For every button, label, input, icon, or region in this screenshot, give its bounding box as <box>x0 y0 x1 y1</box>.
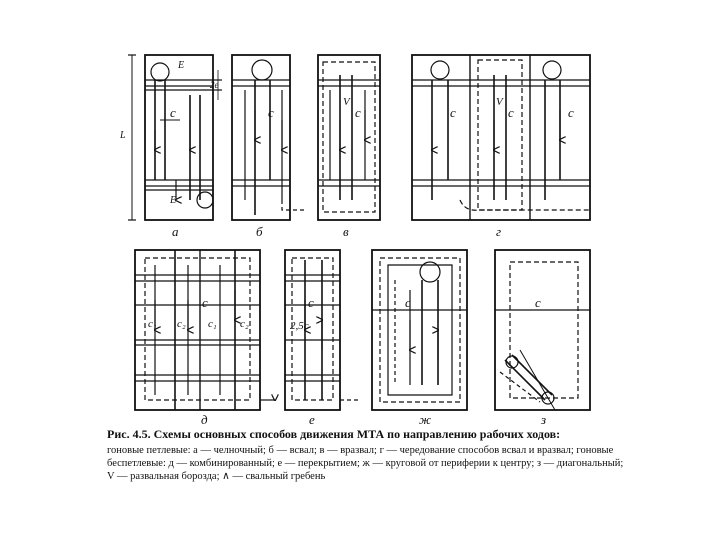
label-2e: 2e <box>210 80 219 90</box>
panel-e-letter: е <box>309 412 315 427</box>
label-c2-d2: c₂ <box>240 318 249 330</box>
panel-d-letter: д <box>201 412 208 427</box>
label-e-bottom: E <box>170 195 177 206</box>
panel-b-diagram <box>232 55 305 220</box>
label-c-b: c <box>268 105 274 120</box>
label-c2-d1: c₂ <box>177 318 186 330</box>
label-v-g: V <box>496 96 503 108</box>
label-e-top: E <box>178 60 185 71</box>
label-c-g3: c <box>568 105 574 120</box>
panel-d-diagram <box>135 250 275 410</box>
label-v-v: V <box>343 96 350 108</box>
label-c-e: c <box>308 295 314 310</box>
caption-title: Рис. 4.5. Схемы основных способов движения МТА по направлению рабочих ходов: <box>107 427 561 441</box>
panel-z-letter: з <box>541 412 547 427</box>
label-c-zh: c <box>405 295 411 310</box>
label-c-a: c <box>170 105 176 120</box>
label-l: L <box>120 130 126 141</box>
label-25c-e: 2,5c <box>290 320 309 332</box>
panel-zh-diagram <box>372 250 467 410</box>
label-c-z: c <box>535 295 541 310</box>
panel-g-diagram <box>412 55 590 220</box>
figure-caption <box>107 428 627 483</box>
label-c-d: c <box>202 295 208 310</box>
label-c1-d2: c₁ <box>208 318 217 330</box>
label-c-v: c <box>355 105 361 120</box>
panel-v-diagram <box>318 55 380 220</box>
label-c-g1: c <box>450 105 456 120</box>
panel-b-letter: б <box>256 224 263 239</box>
caption-body: гоновые петлевые: а — челночный; б — всвал; в — вразвал; г — чередование способов всвал и вразвал; гоновые беспетлевые: д — комбинированный; е — перекрытием; ж — круговой от периферии к центру; з — диагональный; V — развальная борозда; ∧ — свальный гребень <box>107 445 624 482</box>
panel-a-letter: а <box>172 224 179 239</box>
panel-z-diagram <box>495 250 590 410</box>
label-c1-d1: c₁ <box>148 318 157 330</box>
panel-v-letter: в <box>343 224 349 239</box>
panel-zh-letter: ж <box>419 412 432 427</box>
label-c-g2: c <box>508 105 514 120</box>
panel-g-letter: г <box>496 224 502 239</box>
